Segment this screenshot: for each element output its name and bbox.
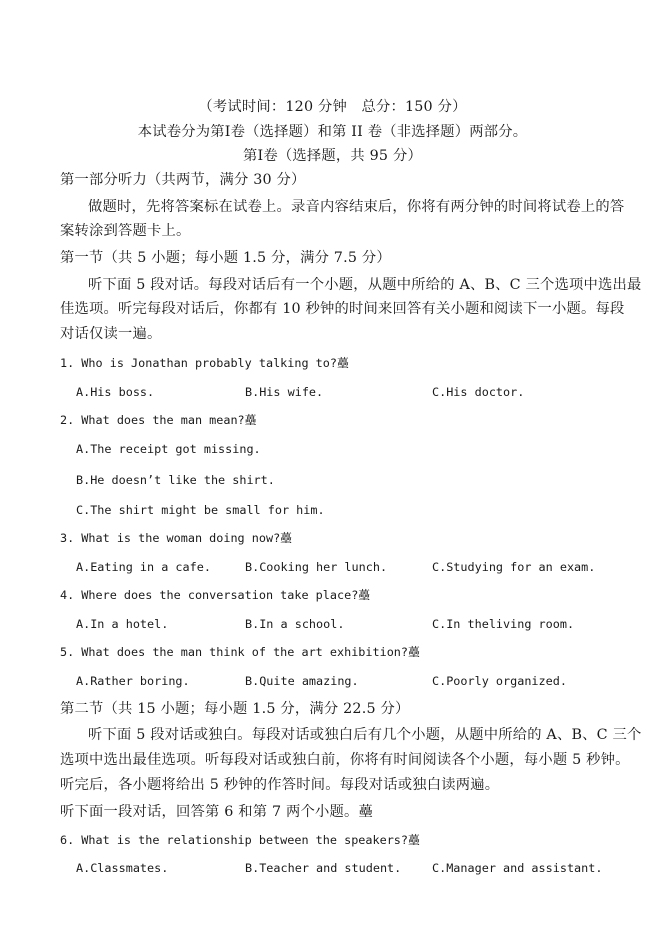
section2-sub-instruction: 听下面一段对话，回答第 6 和第 7 两个小题。蘲 [60, 804, 374, 820]
part1-instruction-line: 案转涂到答题卡上。 [60, 223, 191, 239]
option-b: B.Quite amazing. [245, 674, 359, 688]
option-a: A.His boss. [76, 385, 155, 399]
option-a: A.Classmates. [76, 861, 169, 875]
section2-instruction-line: 选项中选出最佳选项。听每段对话或独白前，你将有时间阅读各个小题，每小题 5 秒钟。 [60, 752, 630, 768]
option-a: A.In a hotel. [76, 617, 169, 631]
option-c: C.The shirt might be small for him. [76, 503, 325, 517]
section1-title: 第一节（共 5 小题；每小题 1.5 分，满分 7.5 分） [60, 250, 391, 266]
section1-instruction-line: 佳选项。听完每段对话后，你都有 10 秒钟的时间来回答有关小题和阅读下一小题。每段 [60, 301, 625, 317]
option-b: B.His wife. [245, 385, 324, 399]
option-c: C.Manager and assistant. [432, 861, 603, 875]
section2-instruction-line: 听完后，各小题将给出 5 秒钟的作答时间。每段对话或独白读两遍。 [60, 777, 500, 793]
question-stem: 6. What is the relationship between the speakers?蘲 [60, 833, 420, 847]
option-b: B.Teacher and student. [245, 861, 402, 875]
option-b: B.He doesn’t like the shirt. [76, 473, 275, 487]
option-c: C.Studying for an exam. [432, 560, 596, 574]
part1-instruction-line: 做题时，先将答案标在试卷上。录音内容结束后，你将有两分钟的时间将试卷上的答 [88, 199, 625, 215]
option-a: A.Eating in a cafe. [76, 560, 211, 574]
option-b: B.Cooking her lunch. [245, 560, 388, 574]
question-stem: 3. What is the woman doing now?蘲 [60, 531, 292, 545]
option-b: B.In a school. [245, 617, 345, 631]
exam-time-line: （考试时间：120 分钟 总分：150 分） [198, 99, 467, 115]
section1-instruction-line: 对话仅读一遍。 [60, 326, 162, 342]
part1-title: 第一部分听力（共两节，满分 30 分） [60, 172, 306, 188]
volume-title: 第Ⅰ卷（选择题，共 95 分） [243, 148, 422, 164]
question-stem: 2. What does the man mean?蘲 [60, 413, 257, 427]
option-a: A.The receipt got missing. [76, 442, 261, 456]
question-stem: 5. What does the man think of the art exhibition?蘲 [60, 645, 420, 659]
section1-instruction-line: 听下面 5 段对话。每段对话后有一个小题，从题中所给的 A、B、C 三个选项中选出最 [88, 277, 642, 293]
paper-structure-line: 本试卷分为第Ⅰ卷（选择题）和第 II 卷（非选择题）两部分。 [137, 124, 528, 140]
option-a: A.Rather boring. [76, 674, 190, 688]
section2-instruction-line: 听下面 5 段对话或独白。每段对话或独白后有几个小题，从题中所给的 A、B、C 三个 [88, 727, 642, 743]
section2-title: 第二节（共 15 小题；每小题 1.5 分，满分 22.5 分） [60, 701, 410, 717]
question-stem: 4. Where does the conversation take place?蘲 [60, 588, 371, 602]
option-c: C.His doctor. [432, 385, 525, 399]
option-c: C.In theliving room. [432, 617, 575, 631]
question-stem: 1. Who is Jonathan probably talking to?蘲 [60, 356, 349, 370]
option-c: C.Poorly organized. [432, 674, 567, 688]
